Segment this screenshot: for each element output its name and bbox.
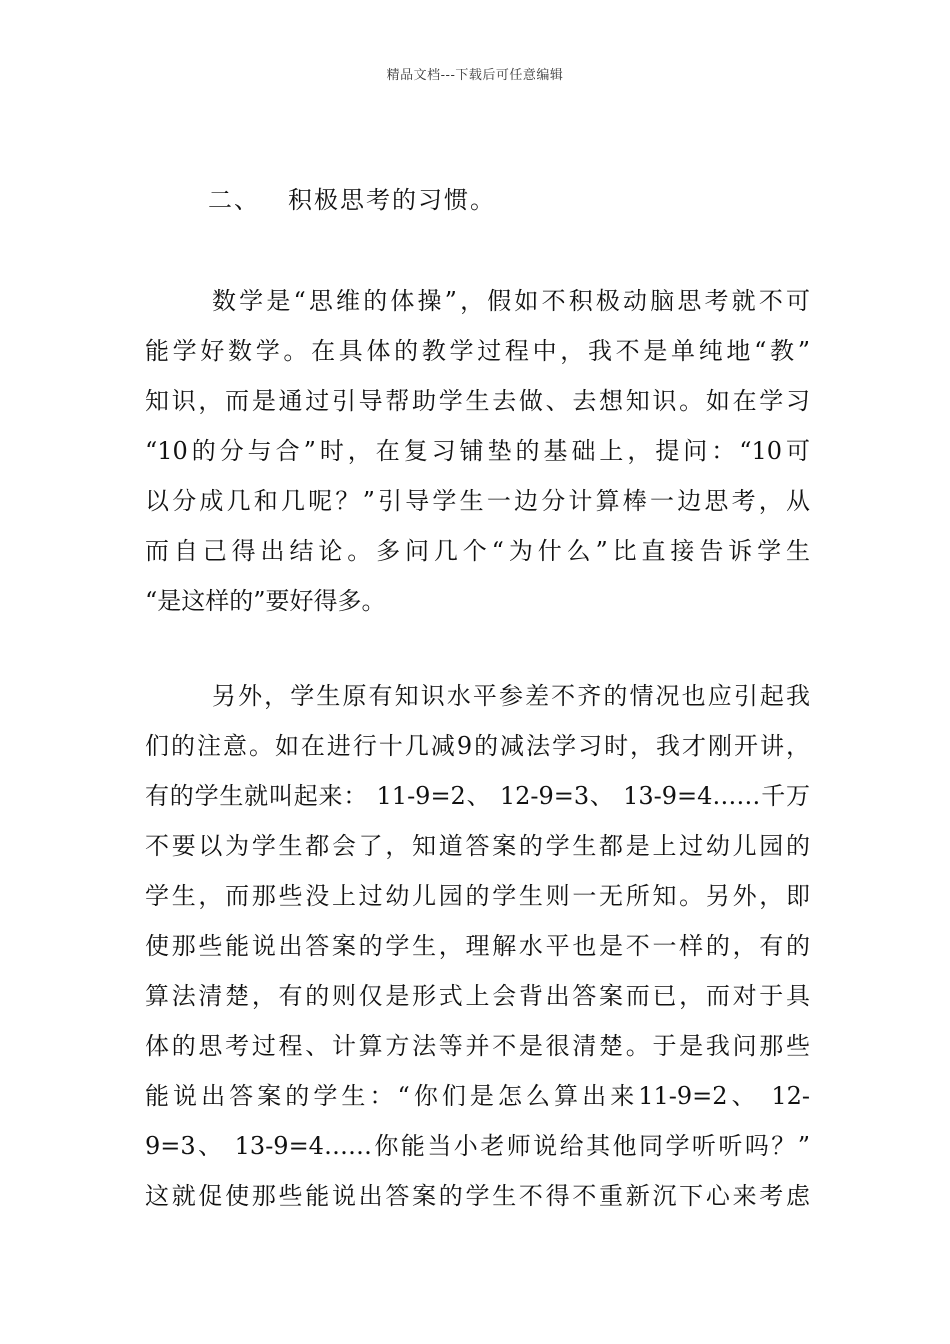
text-line: 以分成几和几呢？”引导学生一边分计算棒一边思考，从 [145,487,810,515]
text-line: 学生，而那些没上过幼儿园的学生则一无所知。另外，即 [145,882,810,910]
text-line: 9=3、 13-9=4……你能当小老师说给其他同学听听吗？” [145,1132,810,1160]
section-title: 积极思考的习惯。 [288,186,496,214]
text-line: 这就促使那些能说出答案的学生不得不重新沉下心来考虑 [145,1182,810,1210]
page-header: 精品文档---下载后可任意编辑 [386,68,564,83]
text-line: 体的思考过程、计算方法等并不是很清楚。于是我问那些 [145,1032,810,1060]
paragraph-thinking [145,276,810,626]
text-line: 有的学生就叫起来： 11-9=2、 12-9=3、 13-9=4……千万 [145,782,810,810]
text-line: 算法清楚，有的则仅是形式上会背出答案而已，而对于具 [145,982,810,1010]
paragraph-differences [145,671,810,1221]
text-line: “10的分与合”时，在复习铺垫的基础上，提问：“10可 [145,437,810,465]
text-line: 不要以为学生都会了，知道答案的学生都是上过幼儿园的 [145,832,810,860]
text-line: 数学是“思维的体操”，假如不积极动脑思考就不可 [212,287,810,315]
text-line: 们的注意。如在进行十几减9的减法学习时，我才刚开讲， [145,732,810,760]
section-number: 二、 [208,186,260,214]
text-line: 知识，而是通过引导帮助学生去做、去想知识。如在学习 [145,387,810,415]
text-line: 使那些能说出答案的学生，理解水平也是不一样的，有的 [145,932,810,960]
text-line: 而自己得出结论。多问几个“为什么”比直接告诉学生 [145,537,810,565]
text-line: 另外，学生原有知识水平参差不齐的情况也应引起我 [212,682,810,710]
text-line: 能学好数学。在具体的教学过程中，我不是单纯地“教” [145,337,810,365]
text-line: 能说出答案的学生：“你们是怎么算出来11-9=2、 12- [145,1082,810,1110]
section-heading [208,180,496,215]
text-line: “是这样的”要好得多。 [145,587,386,615]
